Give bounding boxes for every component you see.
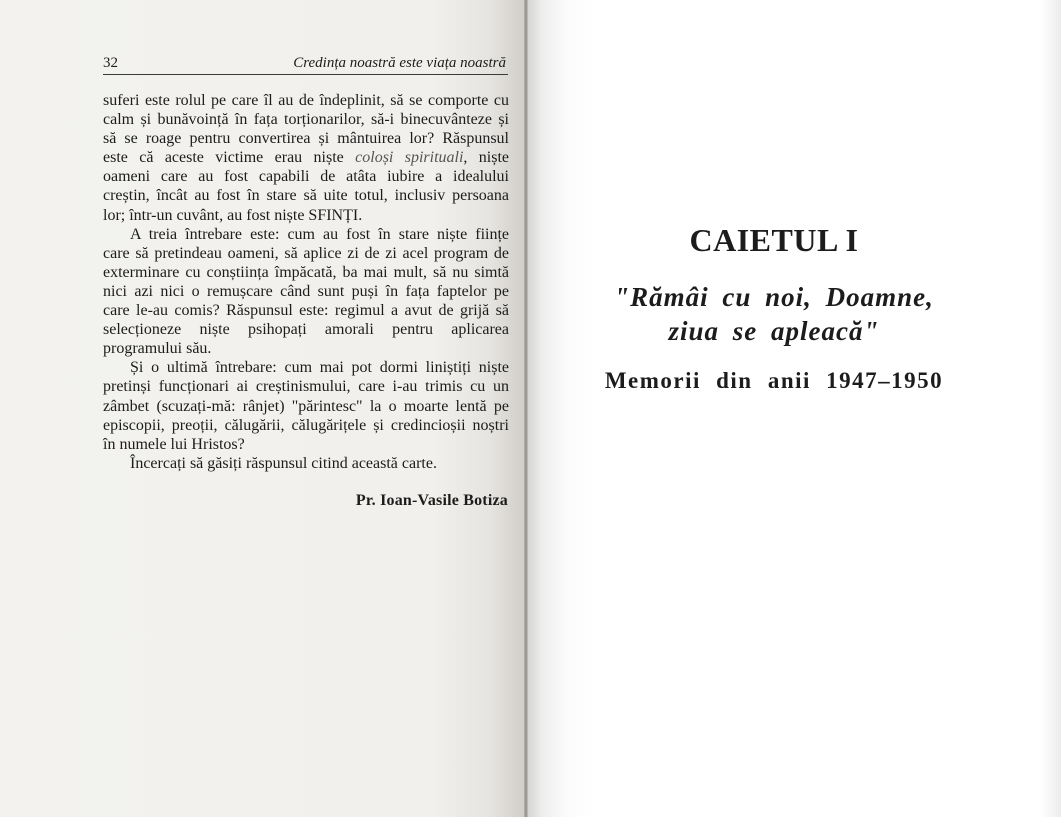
body-text: Și o ultimă întrebare: cum mai pot dormi liniștiți niște — [130, 359, 509, 377]
body-line — [103, 282, 509, 301]
section-subtitle: Memorii din anii 1947–1950 — [604, 368, 944, 393]
right-page — [528, 0, 1061, 817]
body-line — [103, 110, 509, 129]
body-text: care să pretindeau oameni, să aplice zi de zi acel program de — [103, 244, 509, 262]
section-title: CAIETUL I — [689, 222, 859, 258]
body-text: care le-au comis? Răspunsul este: regimul a avut de grijă să — [103, 302, 509, 320]
page-number: 32 — [103, 55, 118, 71]
body-text: , niște — [463, 149, 510, 167]
body-text: exterminare cu conștiința împăcată, ba mai mult, să nu simtă — [103, 263, 509, 281]
epigraph-quote — [574, 280, 974, 348]
left-page — [0, 0, 527, 817]
body-line — [103, 129, 509, 148]
body-line — [103, 186, 509, 205]
body-text: pretinși funcționari ai creștinismului, care i-au trimis cu un — [103, 378, 509, 396]
body-line — [103, 225, 509, 244]
body-line — [103, 377, 509, 396]
body-line — [103, 301, 509, 320]
running-header — [103, 54, 508, 75]
body-text-block — [103, 91, 509, 473]
body-line — [103, 397, 509, 416]
body-line — [103, 320, 509, 339]
quote-line: ziua se apleacă" — [668, 316, 880, 346]
body-text: selecționeze niște psihopați amorali pentru aplicarea — [103, 321, 509, 339]
body-line — [103, 244, 509, 263]
running-title: Credința noastră este viața noastră — [293, 55, 506, 71]
body-text: este că aceste victime erau niște — [103, 149, 356, 167]
body-text: episcopii, preoții, călugării, călugărițele și credincioșii noștri — [103, 416, 509, 434]
body-text: lor; într-un cuvânt, au fost niște SFINȚI. — [103, 206, 363, 224]
body-text: calm și bunăvoință în fața torționarilor, să-i binecuvânteze și — [103, 111, 509, 129]
body-line — [103, 148, 509, 167]
body-line — [103, 91, 509, 110]
body-text: oameni care au fost capabili de atâta iubire a idealului — [103, 168, 509, 186]
body-text: nici azi nici o remușcare când sunt puși în fața faptelor pe — [103, 282, 509, 300]
body-line — [103, 454, 509, 473]
author-signature: Pr. Ioan-Vasile Botiza — [355, 492, 508, 509]
body-text: în numele lui Hristos? — [103, 435, 245, 453]
quote-line: "Rămâi cu noi, Doamne, — [614, 282, 934, 312]
body-line — [103, 167, 509, 186]
body-line — [103, 416, 509, 435]
body-line — [103, 358, 509, 377]
emphasized-text: coloși spirituali — [355, 149, 464, 167]
body-text: Încercați să găsiți răspunsul citind această carte. — [130, 454, 437, 472]
body-text: să se roage pentru convertirea și mântuirea lor? Răspunsul — [103, 130, 509, 148]
body-line — [103, 263, 509, 282]
body-line — [103, 435, 509, 454]
body-text: programului său. — [103, 340, 212, 358]
body-line — [103, 206, 509, 225]
body-text: A treia întrebare este: cum au fost în stare niște ființe — [130, 225, 509, 243]
body-text: zâmbet (scuzați-mă: rânjet) "părintesc" la o moarte lentă pe — [103, 397, 509, 415]
body-line — [103, 339, 509, 358]
body-text: creștin, încât au fost în stare să uite totul, inclusiv persoana — [103, 187, 509, 205]
body-text: suferi este rolul pe care îl au de îndeplinit, să se comporte cu — [103, 92, 509, 109]
